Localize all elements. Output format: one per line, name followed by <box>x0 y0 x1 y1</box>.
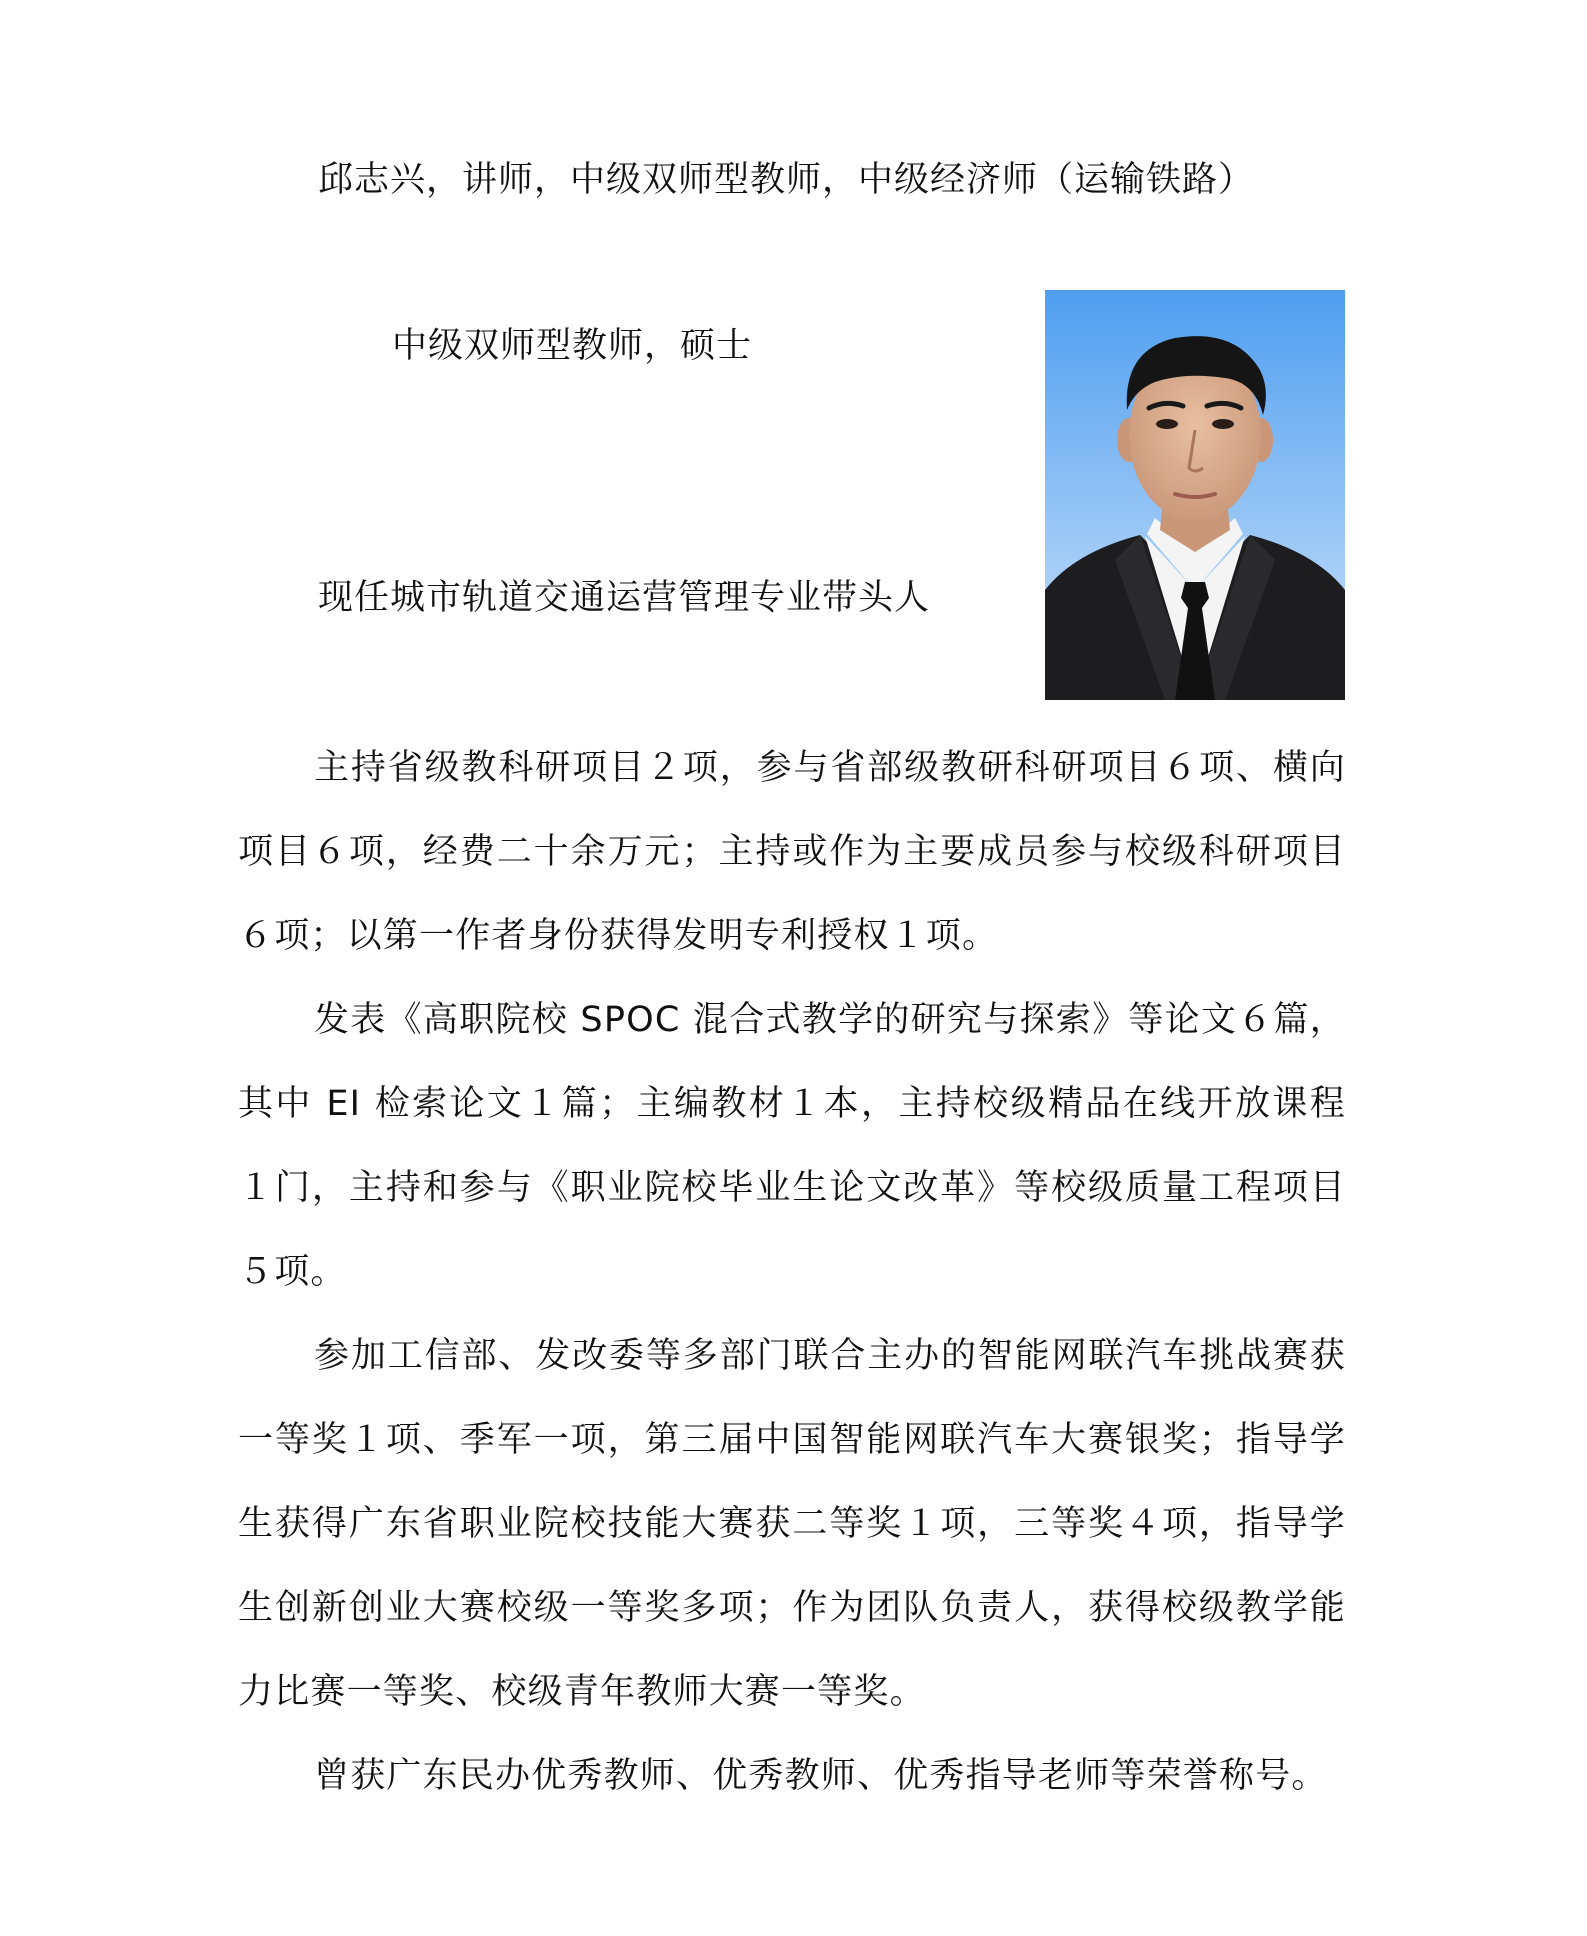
name-and-titles: 邱志兴，讲师，中级双师型教师，中级经济师（运输铁路） <box>318 160 1255 200</box>
portrait-photo <box>1045 290 1345 700</box>
paragraph-publications: 发表《高职院校 SPOC 混合式教学的研究与探索》等论文６篇，其中 EI 检索论文１篇；主编教材１本，主持校级精品在线开放课程１门，主持和参与《职业院校毕业生论文改革》等校级质量工程项目５项。 <box>238 1000 1346 1292</box>
current-position: 现任城市轨道交通运营管理专业带头人 <box>318 578 931 618</box>
paragraph-honors: 曾获广东民办优秀教师、优秀教师、优秀指导老师等荣誉称号。 <box>314 1756 1328 1796</box>
paragraph-awards: 参加工信部、发改委等多部门联合主办的智能网联汽车挑战赛获一等奖１项、季军一项，第三届中国智能网联汽车大赛银奖；指导学生获得广东省职业院校技能大赛获二等奖１项，三等奖４项，指导学生创新创业大赛校级一等奖多项；作为团队负责人，获得校级教学能力比赛一等奖、校级青年教师大赛一等奖。 <box>238 1336 1346 1712</box>
qualifications: 中级双师型教师，硕士 <box>392 326 753 366</box>
paragraph-research: 主持省级教科研项目２项，参与省部级教研科研项目６项、横向项目６项，经费二十余万元；主持或作为主要成员参与校级科研项目６项；以第一作者身份获得发明专利授权１项。 <box>238 748 1346 956</box>
